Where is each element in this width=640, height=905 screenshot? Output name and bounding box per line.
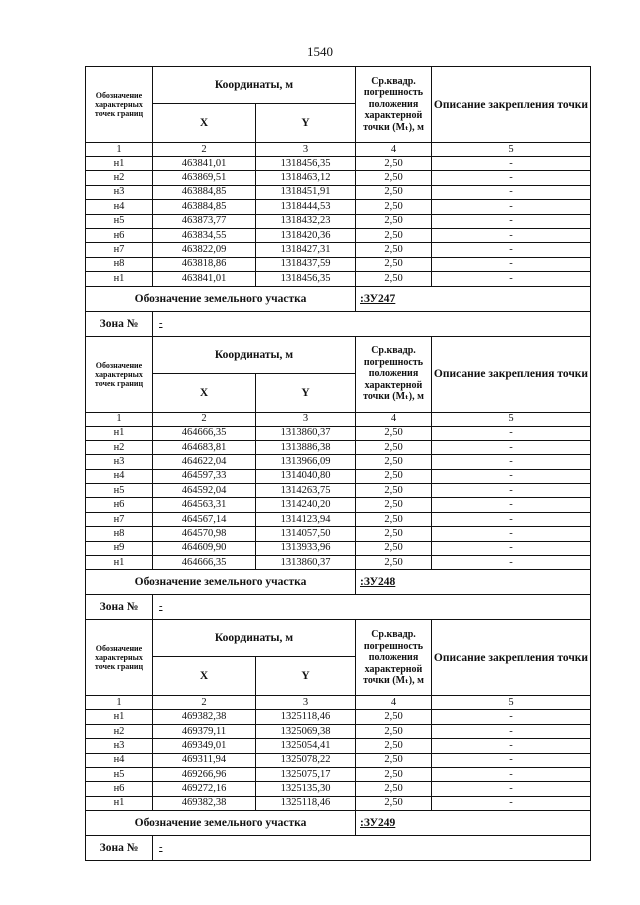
point-id: н5 xyxy=(86,214,153,228)
coord-x: 464683,81 xyxy=(153,440,256,454)
coord-y: 1325118,46 xyxy=(256,796,356,810)
zone-row xyxy=(86,311,591,336)
point-error: 2,50 xyxy=(356,739,432,753)
table-row xyxy=(86,782,591,796)
table-row xyxy=(86,171,591,185)
table-row xyxy=(86,556,591,570)
point-id: н1 xyxy=(86,556,153,570)
header-designation: Обозначение характерных точек границ xyxy=(86,336,153,412)
table-row xyxy=(86,541,591,555)
coord-y: 1325069,38 xyxy=(256,724,356,738)
point-error: 2,50 xyxy=(356,498,432,512)
header-description: Описание закрепления точки xyxy=(432,336,591,412)
coord-y: 1314263,75 xyxy=(256,484,356,498)
header-y: Y xyxy=(256,657,356,696)
point-description: - xyxy=(432,710,591,724)
column-number: 3 xyxy=(256,696,356,710)
zone-row xyxy=(86,595,591,620)
coord-x: 464570,98 xyxy=(153,527,256,541)
header-coordinates: Координаты, м xyxy=(153,336,356,373)
coord-x: 463834,55 xyxy=(153,228,256,242)
coord-y: 1314123,94 xyxy=(256,512,356,526)
point-id: н1 xyxy=(86,710,153,724)
coord-x: 464666,35 xyxy=(153,556,256,570)
zone-row xyxy=(86,836,591,861)
point-description: - xyxy=(432,796,591,810)
point-error: 2,50 xyxy=(356,767,432,781)
land-plot-value: :ЗУ249 xyxy=(356,811,591,836)
point-error: 2,50 xyxy=(356,556,432,570)
coord-y: 1318437,59 xyxy=(256,257,356,271)
point-id: н2 xyxy=(86,440,153,454)
coord-x: 469311,94 xyxy=(153,753,256,767)
table-row xyxy=(86,469,591,483)
point-id: н9 xyxy=(86,541,153,555)
coord-x: 469382,38 xyxy=(153,710,256,724)
column-number: 1 xyxy=(86,143,153,157)
coord-x: 469379,11 xyxy=(153,724,256,738)
column-number: 1 xyxy=(86,696,153,710)
coord-y: 1325075,17 xyxy=(256,767,356,781)
point-error: 2,50 xyxy=(356,228,432,242)
header-description: Описание закрепления точки xyxy=(432,620,591,696)
point-id: н6 xyxy=(86,228,153,242)
point-description: - xyxy=(432,440,591,454)
point-error: 2,50 xyxy=(356,527,432,541)
coord-y: 1313966,09 xyxy=(256,455,356,469)
point-description: - xyxy=(432,527,591,541)
coord-x: 463822,09 xyxy=(153,243,256,257)
column-number: 5 xyxy=(432,143,591,157)
coord-y: 1313860,37 xyxy=(256,556,356,570)
point-error: 2,50 xyxy=(356,782,432,796)
point-id: н6 xyxy=(86,498,153,512)
point-id: н5 xyxy=(86,767,153,781)
land-plot-row xyxy=(86,811,591,836)
table-row xyxy=(86,157,591,171)
point-description: - xyxy=(432,257,591,271)
header-row xyxy=(86,336,591,373)
point-error: 2,50 xyxy=(356,796,432,810)
point-id: н1 xyxy=(86,796,153,810)
table-row xyxy=(86,753,591,767)
point-description: - xyxy=(432,214,591,228)
coord-x: 463884,85 xyxy=(153,185,256,199)
point-description: - xyxy=(432,243,591,257)
coord-y: 1314057,50 xyxy=(256,527,356,541)
point-id: н2 xyxy=(86,171,153,185)
table-row xyxy=(86,214,591,228)
coord-y: 1325078,22 xyxy=(256,753,356,767)
coord-x: 469382,38 xyxy=(153,796,256,810)
land-plot-label: Обозначение земельного участка xyxy=(86,286,356,311)
point-description: - xyxy=(432,228,591,242)
point-id: н3 xyxy=(86,739,153,753)
land-plot-row xyxy=(86,570,591,595)
point-error: 2,50 xyxy=(356,171,432,185)
column-number: 2 xyxy=(153,412,256,426)
point-description: - xyxy=(432,484,591,498)
coord-x: 463818,86 xyxy=(153,257,256,271)
coord-x: 464563,31 xyxy=(153,498,256,512)
point-description: - xyxy=(432,512,591,526)
point-id: н4 xyxy=(86,753,153,767)
point-description: - xyxy=(432,782,591,796)
column-number: 4 xyxy=(356,696,432,710)
point-error: 2,50 xyxy=(356,753,432,767)
column-number: 3 xyxy=(256,143,356,157)
table-row xyxy=(86,455,591,469)
table-row xyxy=(86,272,591,286)
table-row xyxy=(86,724,591,738)
point-id: н7 xyxy=(86,512,153,526)
land-plot-value: :ЗУ248 xyxy=(356,570,591,595)
coord-y: 1325135,30 xyxy=(256,782,356,796)
point-id: н2 xyxy=(86,724,153,738)
coord-y: 1314240,20 xyxy=(256,498,356,512)
coordinates-table xyxy=(85,66,591,861)
table-row xyxy=(86,185,591,199)
header-x: X xyxy=(153,104,256,143)
point-description: - xyxy=(432,739,591,753)
table-row xyxy=(86,796,591,810)
point-error: 2,50 xyxy=(356,200,432,214)
header-error: Ср.квадр. погрешность положения характерной точки (Mₜ), м xyxy=(356,336,432,412)
coord-x: 469272,16 xyxy=(153,782,256,796)
point-error: 2,50 xyxy=(356,710,432,724)
zone-value: - xyxy=(153,836,591,861)
point-error: 2,50 xyxy=(356,440,432,454)
table-row xyxy=(86,426,591,440)
point-error: 2,50 xyxy=(356,257,432,271)
coord-x: 463869,51 xyxy=(153,171,256,185)
column-number-row xyxy=(86,412,591,426)
point-id: н1 xyxy=(86,157,153,171)
point-error: 2,50 xyxy=(356,243,432,257)
table-row xyxy=(86,739,591,753)
point-id: н5 xyxy=(86,484,153,498)
point-error: 2,50 xyxy=(356,469,432,483)
header-coordinates: Координаты, м xyxy=(153,67,356,104)
column-number: 2 xyxy=(153,696,256,710)
land-plot-label: Обозначение земельного участка xyxy=(86,811,356,836)
column-number: 2 xyxy=(153,143,256,157)
table-row xyxy=(86,243,591,257)
table-row xyxy=(86,440,591,454)
coord-y: 1318427,31 xyxy=(256,243,356,257)
point-error: 2,50 xyxy=(356,512,432,526)
coord-x: 463841,01 xyxy=(153,272,256,286)
coord-y: 1318432,23 xyxy=(256,214,356,228)
coord-y: 1314040,80 xyxy=(256,469,356,483)
point-id: н8 xyxy=(86,257,153,271)
column-number: 4 xyxy=(356,143,432,157)
coord-x: 464567,14 xyxy=(153,512,256,526)
point-error: 2,50 xyxy=(356,724,432,738)
point-error: 2,50 xyxy=(356,214,432,228)
land-plot-value: :ЗУ247 xyxy=(356,286,591,311)
header-coordinates: Координаты, м xyxy=(153,620,356,657)
coord-y: 1318444,53 xyxy=(256,200,356,214)
point-description: - xyxy=(432,753,591,767)
coord-x: 464597,33 xyxy=(153,469,256,483)
column-number: 5 xyxy=(432,696,591,710)
point-id: н3 xyxy=(86,455,153,469)
point-description: - xyxy=(432,724,591,738)
column-number: 1 xyxy=(86,412,153,426)
table-row xyxy=(86,767,591,781)
point-id: н6 xyxy=(86,782,153,796)
coord-x: 464609,90 xyxy=(153,541,256,555)
coord-y: 1318456,35 xyxy=(256,157,356,171)
point-description: - xyxy=(432,157,591,171)
point-description: - xyxy=(432,185,591,199)
column-number: 5 xyxy=(432,412,591,426)
coord-x: 469266,96 xyxy=(153,767,256,781)
coord-y: 1313886,38 xyxy=(256,440,356,454)
table-row xyxy=(86,257,591,271)
table-row xyxy=(86,200,591,214)
header-error: Ср.квадр. погрешность положения характерной точки (Mₜ), м xyxy=(356,67,432,143)
coord-y: 1325054,41 xyxy=(256,739,356,753)
table-row xyxy=(86,498,591,512)
coord-y: 1318451,91 xyxy=(256,185,356,199)
point-id: н7 xyxy=(86,243,153,257)
zone-label: Зона № xyxy=(86,836,153,861)
point-description: - xyxy=(432,171,591,185)
point-description: - xyxy=(432,455,591,469)
header-designation: Обозначение характерных точек границ xyxy=(86,620,153,696)
header-description: Описание закрепления точки xyxy=(432,67,591,143)
table-row xyxy=(86,710,591,724)
coord-x: 463873,77 xyxy=(153,214,256,228)
column-number: 4 xyxy=(356,412,432,426)
column-number-row xyxy=(86,696,591,710)
zone-label: Зона № xyxy=(86,311,153,336)
coord-x: 464666,35 xyxy=(153,426,256,440)
point-description: - xyxy=(432,498,591,512)
coord-y: 1313860,37 xyxy=(256,426,356,440)
header-row xyxy=(86,67,591,104)
coord-x: 464622,04 xyxy=(153,455,256,469)
header-x: X xyxy=(153,657,256,696)
coord-y: 1318420,36 xyxy=(256,228,356,242)
point-description: - xyxy=(432,556,591,570)
table-row xyxy=(86,228,591,242)
column-number-row xyxy=(86,143,591,157)
point-description: - xyxy=(432,541,591,555)
point-error: 2,50 xyxy=(356,426,432,440)
coord-x: 464592,04 xyxy=(153,484,256,498)
point-error: 2,50 xyxy=(356,541,432,555)
header-error: Ср.квадр. погрешность положения характерной точки (Mₜ), м xyxy=(356,620,432,696)
point-description: - xyxy=(432,426,591,440)
point-description: - xyxy=(432,469,591,483)
zone-label: Зона № xyxy=(86,595,153,620)
table-row xyxy=(86,484,591,498)
point-error: 2,50 xyxy=(356,185,432,199)
table-row xyxy=(86,527,591,541)
column-number: 3 xyxy=(256,412,356,426)
coord-y: 1313933,96 xyxy=(256,541,356,555)
point-id: н8 xyxy=(86,527,153,541)
zone-value: - xyxy=(153,311,591,336)
coord-x: 469349,01 xyxy=(153,739,256,753)
table-row xyxy=(86,512,591,526)
land-plot-row xyxy=(86,286,591,311)
zone-value: - xyxy=(153,595,591,620)
point-id: н1 xyxy=(86,272,153,286)
point-id: н3 xyxy=(86,185,153,199)
point-id: н1 xyxy=(86,426,153,440)
header-y: Y xyxy=(256,373,356,412)
point-error: 2,50 xyxy=(356,455,432,469)
point-description: - xyxy=(432,200,591,214)
point-id: н4 xyxy=(86,200,153,214)
coordinates-sheet xyxy=(85,66,590,861)
page-number: 1540 xyxy=(307,44,333,59)
header-designation: Обозначение характерных точек границ xyxy=(86,67,153,143)
coord-x: 463884,85 xyxy=(153,200,256,214)
point-error: 2,50 xyxy=(356,272,432,286)
header-y: Y xyxy=(256,104,356,143)
point-description: - xyxy=(432,272,591,286)
header-x: X xyxy=(153,373,256,412)
land-plot-label: Обозначение земельного участка xyxy=(86,570,356,595)
point-id: н4 xyxy=(86,469,153,483)
point-description: - xyxy=(432,767,591,781)
header-row xyxy=(86,620,591,657)
coord-y: 1318456,35 xyxy=(256,272,356,286)
coord-y: 1318463,12 xyxy=(256,171,356,185)
point-error: 2,50 xyxy=(356,484,432,498)
coord-y: 1325118,46 xyxy=(256,710,356,724)
point-error: 2,50 xyxy=(356,157,432,171)
coord-x: 463841,01 xyxy=(153,157,256,171)
